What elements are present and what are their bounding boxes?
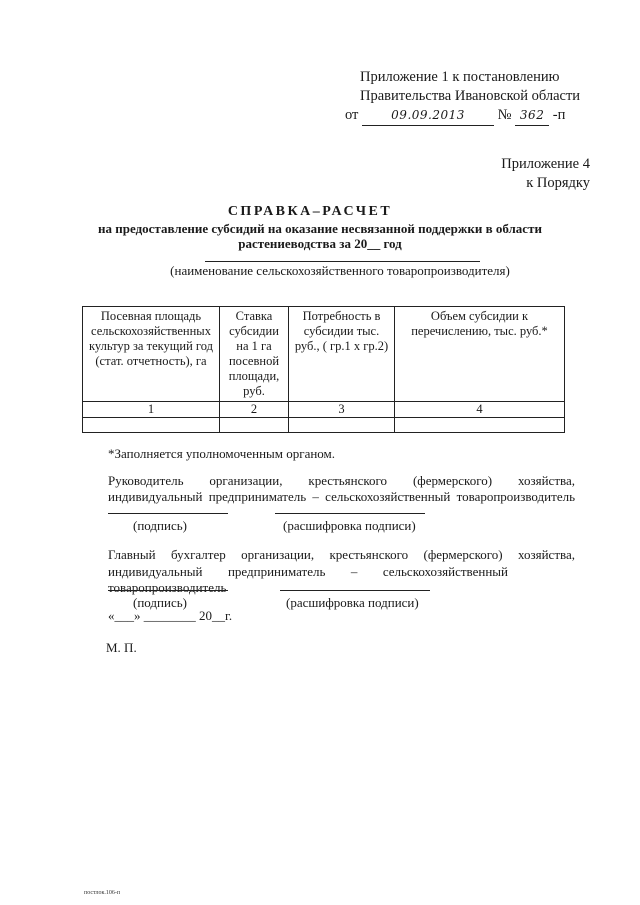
accountant-title-line-1: Главный бухгалтер организации, крестьянского (фермерского) хозяйства, [108, 547, 575, 562]
head-title-line-2: индивидуальный предприниматель – сельскохозяйственный товаропроизводитель [108, 489, 575, 504]
head-title-line-1: Руководитель организации, крестьянского (фермерского) хозяйства, [108, 473, 575, 488]
accountant-decode-caption: (расшифровка подписи) [286, 595, 419, 610]
column-header: Ставка субсидии на 1 га посевной площади, руб. [220, 307, 289, 402]
footnote: *Заполняется уполномоченным органом. [108, 446, 336, 461]
number-label: № [497, 107, 512, 123]
accountant-title-line-2: индивидуальный предприниматель – сельскохозяйственный товаропроизводитель [108, 564, 508, 595]
head-decode-line[interactable] [275, 513, 425, 514]
column-header: Объем субсидии к перечислению, тыс. руб.* [395, 307, 565, 402]
appendix-line-2: к Порядку [526, 175, 590, 191]
date-line: «___» ________ 20__г. [108, 608, 233, 623]
table-cell[interactable] [83, 418, 220, 433]
number-suffix: -п [552, 107, 566, 123]
table-number-row [83, 402, 565, 418]
accountant-signature-line[interactable] [108, 590, 228, 591]
table-cell[interactable] [289, 418, 395, 433]
column-header: Потребность в субсидии тыс. руб., ( гр.1 х гр.2) [289, 307, 395, 402]
table-header-row [83, 307, 565, 402]
header-date-number [345, 106, 590, 126]
column-header: Посевная площадь сельскохозяйственных культур за текущий год (стат. отчетность), га [83, 307, 220, 402]
column-number: 3 [289, 402, 395, 418]
stamp-place: М. П. [106, 640, 137, 655]
header-line-2: Правительства Ивановской области [360, 88, 581, 104]
appendix-line-1: Приложение 4 [501, 156, 590, 172]
date-value: 09.09.2013 [391, 108, 465, 122]
accountant-signature-caption: (подпись) [133, 595, 187, 610]
document-subtitle-1: на предоставление субсидий на оказание несвязанной поддержки в области [98, 221, 542, 236]
subsidy-table [82, 306, 565, 433]
table-row [83, 418, 565, 433]
producer-name-caption: (наименование сельскохозяйственного товаропроизводителя) [170, 263, 510, 278]
document-title: СПРАВКА–РАСЧЕТ [227, 204, 393, 219]
number-value: 362 [519, 108, 545, 122]
document-subtitle-2: растениеводства за 20__ год [238, 236, 402, 251]
table-cell[interactable] [395, 418, 565, 433]
date-field [362, 106, 494, 126]
head-signature-caption: (подпись) [133, 518, 187, 533]
head-signature-line[interactable] [108, 513, 228, 514]
column-number: 1 [83, 402, 220, 418]
table-cell[interactable] [220, 418, 289, 433]
accountant-decode-line[interactable] [280, 590, 430, 591]
column-number: 4 [395, 402, 565, 418]
head-decode-caption: (расшифровка подписи) [283, 518, 416, 533]
column-number: 2 [220, 402, 289, 418]
number-field [515, 106, 549, 126]
producer-name-line [205, 261, 480, 262]
footer-code: постлок.106-п [84, 890, 121, 896]
from-label: от [345, 107, 359, 123]
header-line-1: Приложение 1 к постановлению [360, 69, 560, 85]
